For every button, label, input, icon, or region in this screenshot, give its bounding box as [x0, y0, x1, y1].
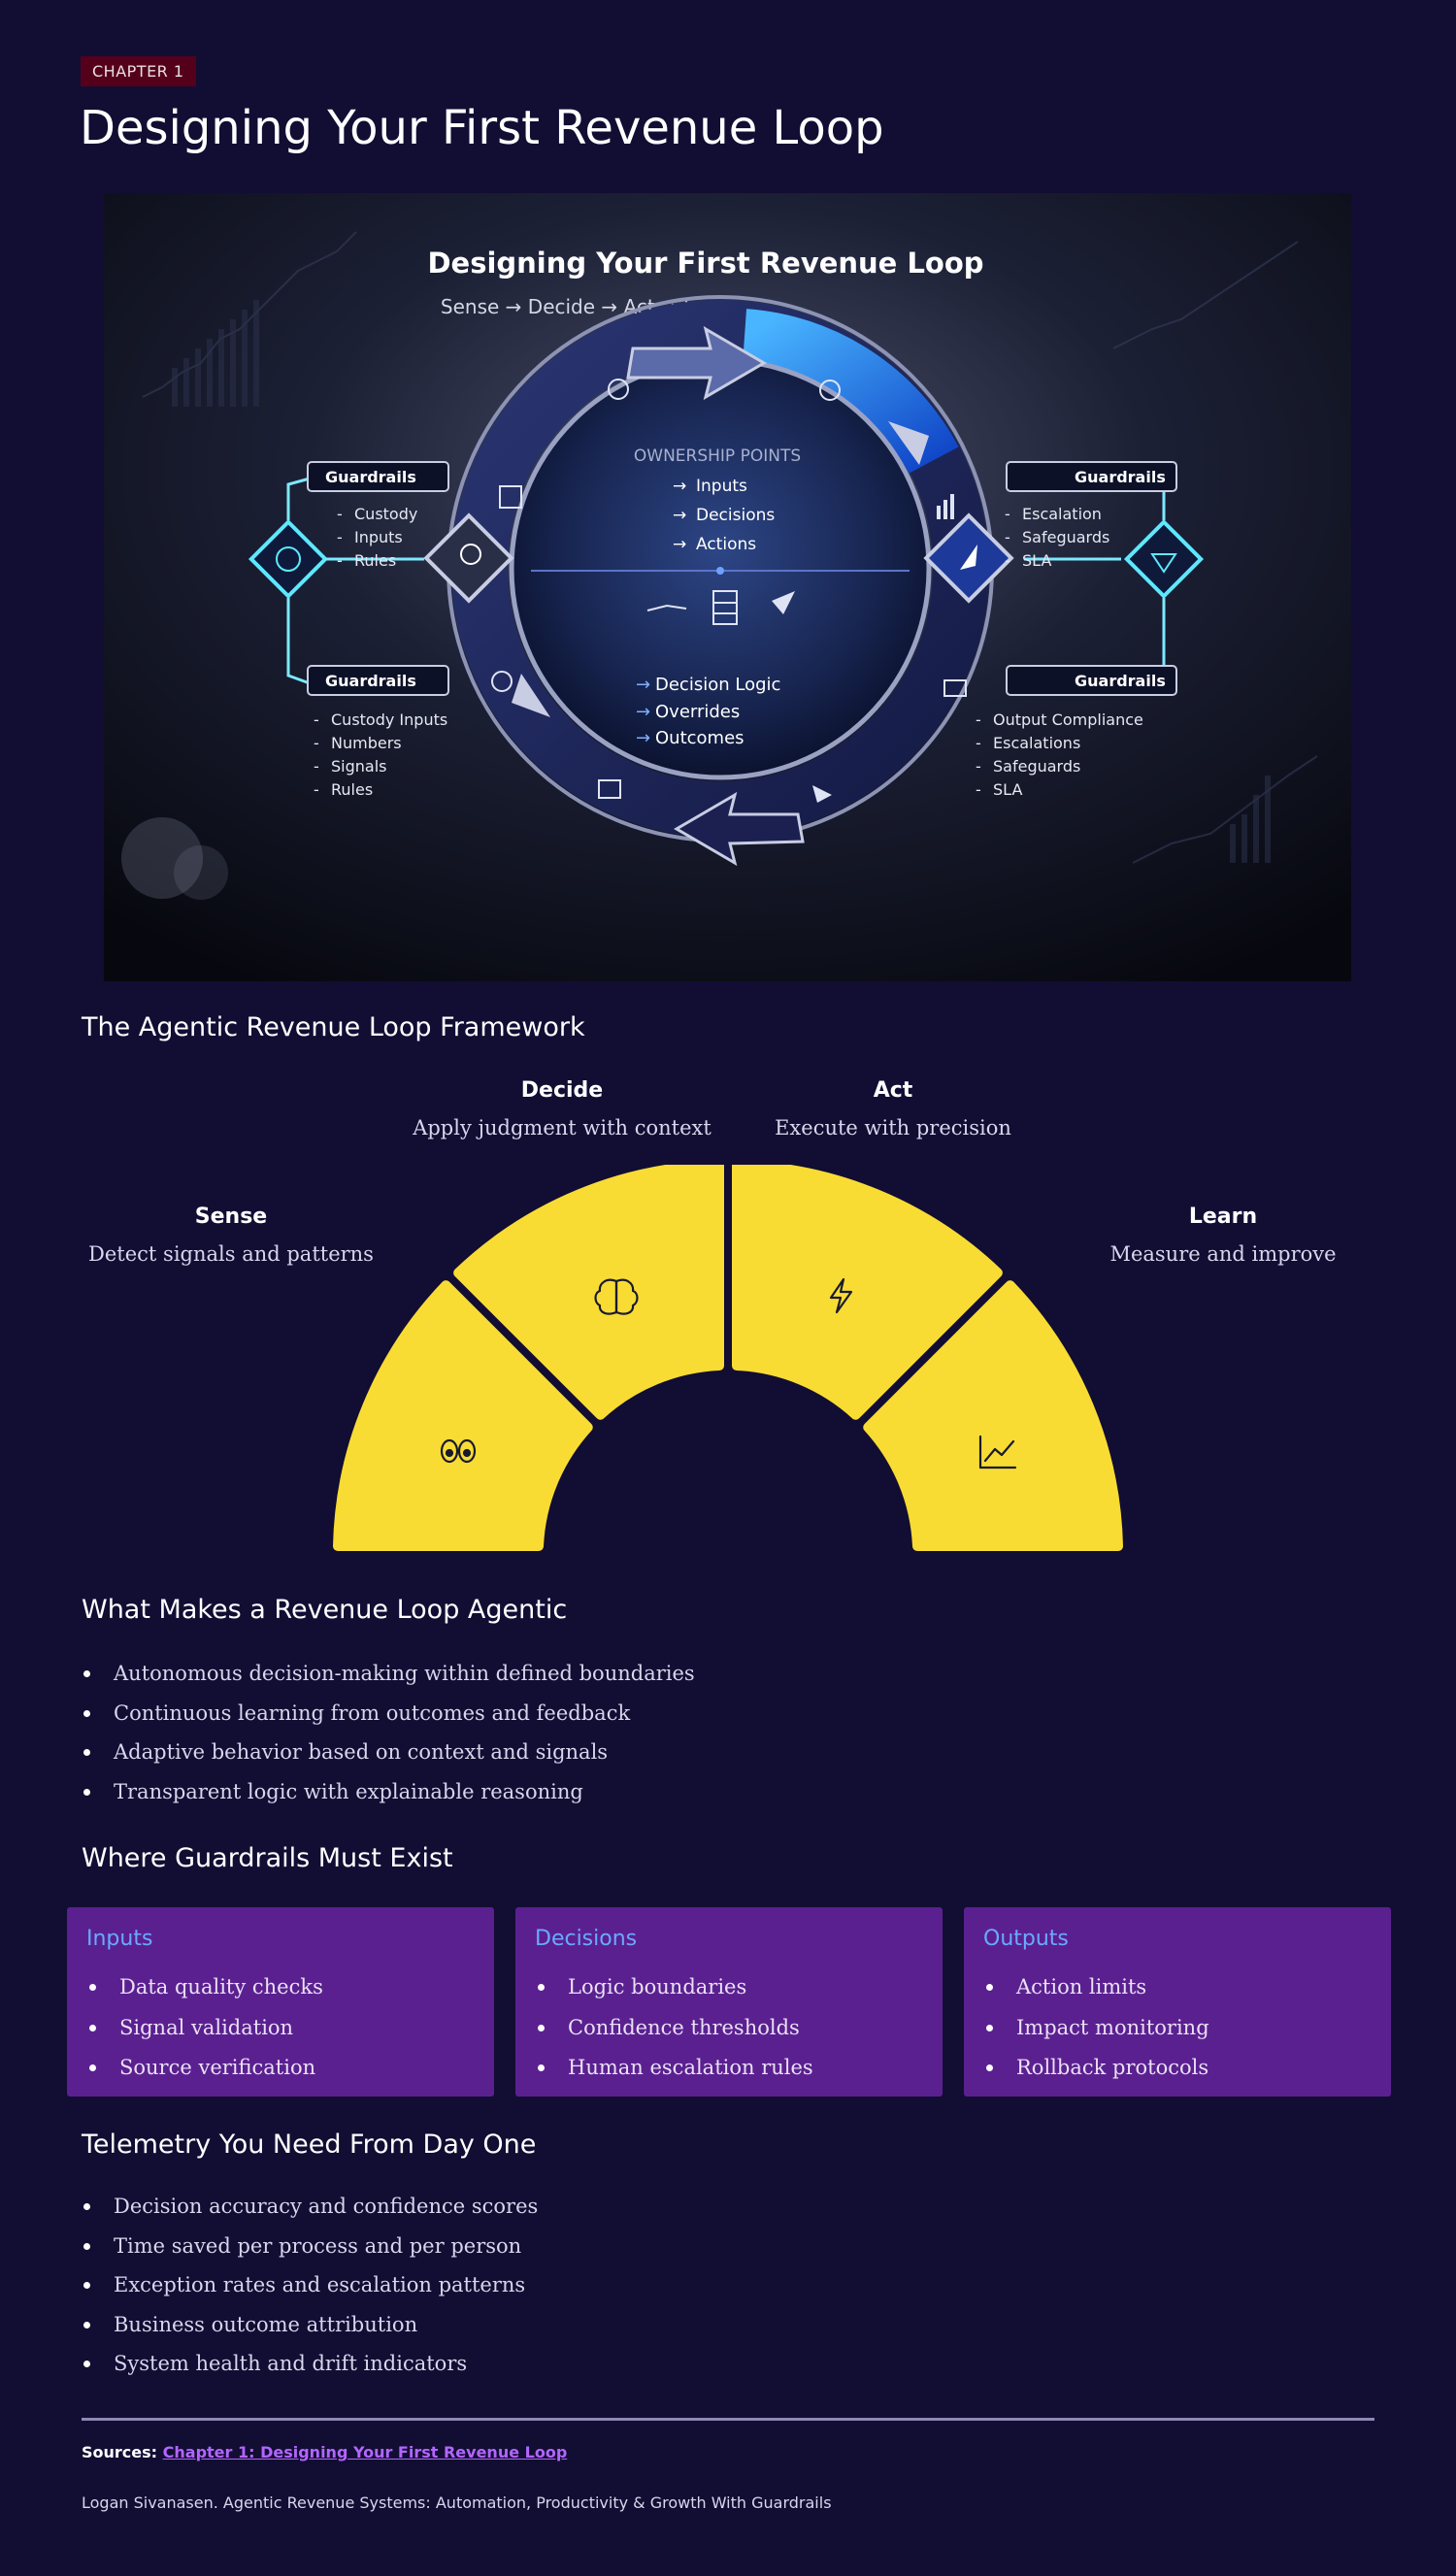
card-title: Decisions [535, 1927, 638, 1951]
hero-logic-item: Decision Logic [655, 675, 781, 695]
list-item: Exception rates and escalation patterns [82, 2265, 538, 2305]
hero-guardrail-item: Inputs [354, 528, 403, 546]
list-item: Impact monitoring [983, 2008, 1209, 2049]
svg-text:→: → [673, 477, 687, 496]
telemetry-heading: Telemetry You Need From Day One [82, 2130, 537, 2160]
card-title: Inputs [86, 1927, 153, 1951]
hero-ownership-item: Decisions [696, 506, 776, 525]
hero-title: Designing Your First Revenue Loop [427, 247, 984, 280]
hero-logic-item: Overrides [655, 702, 741, 722]
hero-guardrail-item: Escalation [1022, 505, 1102, 523]
svg-text:→: → [636, 702, 651, 722]
list-item: Time saved per process and per person [82, 2227, 538, 2266]
svg-text:→: → [673, 506, 687, 525]
framework-heading: The Agentic Revenue Loop Framework [82, 1012, 585, 1042]
svg-text:-: - [1005, 528, 1010, 546]
stage-title: Learn [1188, 1205, 1258, 1229]
hero-guardrails-label: Guardrails [1075, 468, 1166, 486]
svg-text:→: → [636, 728, 651, 748]
stage-description: Measure and improve [1109, 1242, 1337, 1266]
stage-title: Act [873, 1078, 913, 1103]
svg-text:-: - [976, 780, 981, 799]
svg-text:→: → [636, 675, 651, 695]
agentic-heading: What Makes a Revenue Loop Agentic [82, 1595, 568, 1625]
guardrail-card-decisions [515, 1907, 943, 2097]
svg-text:-: - [337, 528, 343, 546]
hero-guardrail-item: Custody [354, 505, 418, 523]
hero-guardrail-item: SLA [993, 780, 1023, 799]
list-item: Decision accuracy and confidence scores [82, 2187, 538, 2227]
hero-guardrails-label: Guardrails [325, 672, 416, 690]
page-title: Designing Your First Revenue Loop [80, 101, 884, 155]
hero-ownership-heading: OWNERSHIP POINTS [633, 446, 802, 466]
hero-guardrails-label: Guardrails [325, 468, 416, 486]
list-item: Signal validation [86, 2008, 323, 2049]
list-item: Data quality checks [86, 1967, 323, 2008]
svg-text:-: - [976, 734, 981, 752]
stage-label-act [718, 1078, 1068, 1139]
list-item: Human escalation rules [535, 2048, 813, 2089]
list-item: Adaptive behavior based on context and signals [82, 1733, 695, 1772]
hero-illustration [104, 193, 1351, 981]
guardrails-heading: Where Guardrails Must Exist [82, 1843, 453, 1873]
hero-guardrail-item: Rules [354, 551, 397, 570]
list-item: System health and drift indicators [82, 2344, 538, 2384]
hero-guardrail-item: Safeguards [1022, 528, 1110, 546]
list-item: Autonomous decision-making within defined boundaries [82, 1654, 695, 1694]
hero-guardrail-item: SLA [1022, 551, 1052, 570]
list-item: Logic boundaries [535, 1967, 813, 2008]
stage-title: Sense [194, 1205, 268, 1229]
list-item: Confidence thresholds [535, 2008, 813, 2049]
stage-description: Detect signals and patterns [88, 1242, 374, 1266]
svg-text:-: - [1005, 551, 1010, 570]
svg-text:-: - [314, 780, 319, 799]
hero-guardrail-item: Custody Inputs [331, 710, 448, 729]
hero-guardrail-item: Safeguards [993, 757, 1081, 776]
list-item: Rollback protocols [983, 2048, 1209, 2089]
hero-guardrail-item: Output Compliance [993, 710, 1143, 729]
guardrail-card-inputs [67, 1907, 494, 2097]
svg-text:-: - [314, 734, 319, 752]
svg-text:-: - [976, 757, 981, 776]
hero-guardrail-item: Signals [331, 757, 387, 776]
svg-text:-: - [314, 710, 319, 729]
framework-arc [0, 1165, 1456, 1563]
hero-guardrail-item: Escalations [993, 734, 1081, 752]
svg-text:-: - [1005, 505, 1010, 523]
telemetry-list [82, 2187, 538, 2384]
stage-title: Decide [520, 1078, 604, 1103]
svg-text:-: - [314, 757, 319, 776]
agentic-list [82, 1654, 695, 1811]
hero-ownership-item: Inputs [696, 477, 747, 496]
hero-subtitle: Sense → Decide → Act → Learn [440, 295, 739, 318]
list-item: Source verification [86, 2048, 323, 2089]
chapter-badge: CHAPTER 1 [81, 56, 196, 86]
stage-description: Execute with precision [775, 1116, 1011, 1139]
sources-line [82, 2443, 567, 2461]
sources-link[interactable]: Chapter 1: Designing Your First Revenue Loop [162, 2443, 568, 2461]
svg-text:→: → [673, 535, 687, 554]
hero-guardrails-label: Guardrails [1075, 672, 1166, 690]
hero-logic-item: Outcomes [655, 728, 745, 748]
list-item: Continuous learning from outcomes and feedback [82, 1694, 695, 1734]
svg-text:-: - [337, 551, 343, 570]
list-item: Business outcome attribution [82, 2305, 538, 2345]
stage-label-decide [387, 1078, 737, 1139]
citation: Logan Sivanasen. Agentic Revenue Systems: Automation, Productivity & Growth With Guardrails [82, 2493, 832, 2512]
sources-label: Sources: [82, 2443, 158, 2461]
hero-ownership-item: Actions [696, 535, 757, 554]
list-item: Action limits [983, 1967, 1209, 2008]
svg-text:-: - [337, 505, 343, 523]
svg-text:-: - [976, 710, 981, 729]
stage-description: Apply judgment with context [413, 1116, 711, 1139]
hero-guardrail-item: Rules [331, 780, 374, 799]
guardrail-card-outputs [964, 1907, 1391, 2097]
footer-divider [82, 2418, 1374, 2421]
hero-guardrail-item: Numbers [331, 734, 402, 752]
list-item: Transparent logic with explainable reasoning [82, 1772, 695, 1812]
card-title: Outputs [983, 1927, 1069, 1951]
